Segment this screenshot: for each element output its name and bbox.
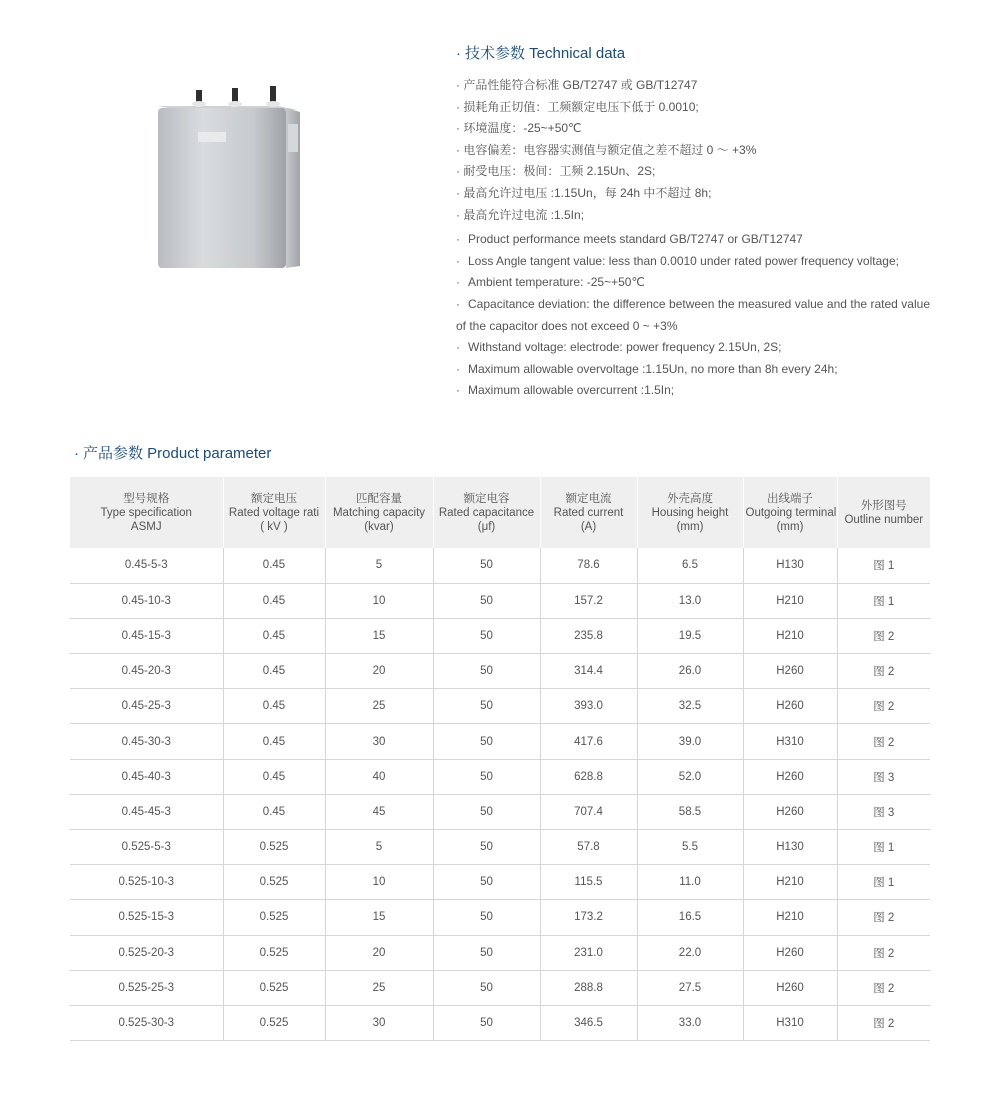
table-cell: 39.0 xyxy=(637,724,743,759)
capacitor-product-image xyxy=(150,80,310,280)
table-cell: 图 2 xyxy=(873,666,895,679)
table-cell: 0.525 xyxy=(223,830,325,865)
table-cell: 0.45 xyxy=(223,689,325,724)
cn-item: · 最高允许过电流 :1.5In; xyxy=(456,207,585,222)
technical-data-cn-list xyxy=(456,75,930,226)
table-cell: 50 xyxy=(433,900,540,935)
table-cell: 0.525 xyxy=(223,900,325,935)
header-line: (A) xyxy=(580,520,597,533)
table-cell: 图 2 xyxy=(873,912,895,925)
header-line: (mm) xyxy=(676,520,704,533)
table-cell: 0.525-5-3 xyxy=(70,830,223,865)
table-cell: 0.45-25-3 xyxy=(70,689,223,724)
table-cell: 27.5 xyxy=(637,970,743,1005)
table-cell: 346.5 xyxy=(540,1005,637,1040)
table-header-cell xyxy=(540,477,637,548)
table-cell: 0.525-10-3 xyxy=(70,865,223,900)
header-line: (μf) xyxy=(477,520,496,533)
title-bullet: · xyxy=(456,45,461,62)
technical-data-section xyxy=(456,42,930,402)
table-cell: 50 xyxy=(433,865,540,900)
en-item: · Ambient temperature: -25~+50℃ xyxy=(456,275,645,290)
table-header-cell xyxy=(325,477,433,548)
table-cell: 图 2 xyxy=(873,947,895,960)
header-line: 匹配容量 xyxy=(356,492,402,505)
table-row xyxy=(70,759,930,794)
header-line: Rated current xyxy=(553,506,624,519)
header-line: 额定电容 xyxy=(463,492,510,505)
table-cell: 0.525-15-3 xyxy=(70,900,223,935)
table-cell: 图 2 xyxy=(873,1018,895,1031)
table-cell: 5 xyxy=(325,830,433,865)
header-line: Outline number xyxy=(844,513,924,526)
table-header-cell xyxy=(743,477,837,548)
table-row xyxy=(70,794,930,829)
table-cell: 图 3 xyxy=(873,771,895,784)
cn-item: · 损耗角正切值：工频额定电压下低于 0.0010; xyxy=(456,99,699,114)
table-cell: 33.0 xyxy=(637,1005,743,1040)
table-cell: 0.45-45-3 xyxy=(70,794,223,829)
table-cell: H210 xyxy=(743,618,837,653)
table-cell: 115.5 xyxy=(540,865,637,900)
table-cell: 22.0 xyxy=(637,935,743,970)
table-cell: 26.0 xyxy=(637,654,743,689)
table-cell: 58.5 xyxy=(637,794,743,829)
table-cell: 57.8 xyxy=(540,830,637,865)
table-cell: 50 xyxy=(433,1005,540,1040)
table-row xyxy=(70,830,930,865)
table-cell: 40 xyxy=(325,759,433,794)
table-cell: 393.0 xyxy=(540,689,637,724)
table-cell: H310 xyxy=(743,724,837,759)
table-cell: 图 2 xyxy=(873,701,895,714)
table-cell: 0.45 xyxy=(223,794,325,829)
en-item: · Maximum allowable overvoltage :1.15Un, no more than 8h every 24h; xyxy=(456,361,838,376)
technical-data-title xyxy=(456,42,930,63)
table-header-cell xyxy=(433,477,540,548)
table-cell: 0.525-25-3 xyxy=(70,970,223,1005)
table-cell: 20 xyxy=(325,654,433,689)
cn-item: · 耐受电压：极间：工频 2.15Un、2S; xyxy=(456,164,656,179)
table-cell: 0.45-5-3 xyxy=(70,548,223,583)
product-parameter-title-text: 产品参数 Product parameter xyxy=(83,445,272,462)
table-row xyxy=(70,1005,930,1040)
header-line: (kvar) xyxy=(364,520,394,533)
table-cell: 图 2 xyxy=(873,630,895,643)
header-line: (mm) xyxy=(776,520,804,533)
table-row xyxy=(70,618,930,653)
table-cell: 0.45-30-3 xyxy=(70,724,223,759)
header-line: Matching capacity xyxy=(332,506,426,519)
table-cell: 231.0 xyxy=(540,935,637,970)
table-cell: 30 xyxy=(325,1005,433,1040)
table-cell: 13.0 xyxy=(637,583,743,618)
table-cell: 25 xyxy=(325,689,433,724)
table-cell: 图 1 xyxy=(873,560,895,573)
table-cell: H310 xyxy=(743,1005,837,1040)
table-cell: 50 xyxy=(433,759,540,794)
header-line: 型号规格 xyxy=(123,492,170,505)
table-row xyxy=(70,548,930,583)
table-row xyxy=(70,689,930,724)
table-cell: 0.45-20-3 xyxy=(70,654,223,689)
table-cell: 50 xyxy=(433,830,540,865)
table-cell: 45 xyxy=(325,794,433,829)
header-line: Outgoing terminal xyxy=(745,506,837,519)
header-line: Rated voltage rati xyxy=(228,506,320,519)
cn-item: · 电容偏差：电容器实测值与额定值之差不超过 0 ～ +3% xyxy=(456,142,757,157)
table-cell: 6.5 xyxy=(637,548,743,583)
table-header-cell xyxy=(837,477,930,548)
table-row xyxy=(70,654,930,689)
table-cell: 15 xyxy=(325,618,433,653)
table-cell: 0.525 xyxy=(223,1005,325,1040)
technical-data-en-list xyxy=(456,229,930,402)
table-row xyxy=(70,900,930,935)
title-bullet: · xyxy=(74,445,79,462)
table-cell: 11.0 xyxy=(637,865,743,900)
header-line: ( kV ) xyxy=(260,520,288,533)
en-item: · Loss Angle tangent value: less than 0.0010 under rated power frequency voltage; xyxy=(456,253,899,268)
table-cell: 0.45 xyxy=(223,724,325,759)
table-cell: 0.525 xyxy=(223,935,325,970)
table-cell: 0.525-20-3 xyxy=(70,935,223,970)
table-row xyxy=(70,970,930,1005)
table-cell: H210 xyxy=(743,865,837,900)
cn-item: · 最高允许过电压 :1.15Un，每 24h 中不超过 8h; xyxy=(456,185,712,200)
header-line: Housing height xyxy=(651,506,729,519)
table-cell: 10 xyxy=(325,865,433,900)
table-header-cell xyxy=(637,477,743,548)
table-row xyxy=(70,865,930,900)
table-cell: H260 xyxy=(743,689,837,724)
table-cell: 52.0 xyxy=(637,759,743,794)
table-cell: 288.8 xyxy=(540,970,637,1005)
en-item: · Product performance meets standard GB/T2747 or GB/T12747 xyxy=(456,232,803,247)
table-cell: 10 xyxy=(325,583,433,618)
table-cell: 50 xyxy=(433,970,540,1005)
table-cell: H130 xyxy=(743,830,837,865)
table-cell: 417.6 xyxy=(540,724,637,759)
table-cell: 0.45 xyxy=(223,654,325,689)
table-cell: 0.45 xyxy=(223,583,325,618)
en-item: · Capacitance deviation: the difference between the measured value and the rated value of the capacitor does not exceed 0 ~ +3% xyxy=(456,296,930,333)
header-line: 外形图号 xyxy=(860,499,907,512)
table-cell: H260 xyxy=(743,759,837,794)
table-cell: 0.525-30-3 xyxy=(70,1005,223,1040)
table-cell: 314.4 xyxy=(540,654,637,689)
header-line: ASMJ xyxy=(130,520,162,533)
table-row xyxy=(70,583,930,618)
table-cell: 0.525 xyxy=(223,865,325,900)
table-cell: 16.5 xyxy=(637,900,743,935)
table-cell: 173.2 xyxy=(540,900,637,935)
table-cell: 25 xyxy=(325,970,433,1005)
table-cell: 50 xyxy=(433,935,540,970)
table-cell: H260 xyxy=(743,970,837,1005)
header-line: 外壳高度 xyxy=(667,492,713,505)
table-cell: 0.45-40-3 xyxy=(70,759,223,794)
cn-item: · 产品性能符合标准 GB/T2747 或 GB/T12747 xyxy=(456,78,698,92)
table-cell: 50 xyxy=(433,689,540,724)
table-row xyxy=(70,724,930,759)
table-cell: 图 3 xyxy=(873,806,895,819)
table-cell: 50 xyxy=(433,654,540,689)
table-cell: 图 2 xyxy=(873,982,895,995)
table-cell: 50 xyxy=(433,794,540,829)
header-line: 额定电压 xyxy=(251,492,297,505)
table-cell: H210 xyxy=(743,583,837,618)
header-line: Type specification xyxy=(100,506,192,519)
header-line: Rated capacitance xyxy=(438,506,535,519)
table-cell: 50 xyxy=(433,618,540,653)
table-cell: 图 2 xyxy=(873,736,895,749)
table-cell: H260 xyxy=(743,935,837,970)
table-cell: 15 xyxy=(325,900,433,935)
table-cell: 50 xyxy=(433,548,540,583)
table-cell: H260 xyxy=(743,794,837,829)
table-cell: 19.5 xyxy=(637,618,743,653)
table-cell: 图 1 xyxy=(873,877,895,890)
table-cell: 5.5 xyxy=(637,830,743,865)
en-item: · Maximum allowable overcurrent :1.5In; xyxy=(456,383,675,398)
table-cell: 50 xyxy=(433,583,540,618)
product-parameter-title xyxy=(74,442,271,463)
table-cell: 0.45 xyxy=(223,759,325,794)
en-item: · Withstand voltage: electrode: power frequency 2.15Un, 2S; xyxy=(456,340,782,355)
table-header-cell xyxy=(223,477,325,548)
table-cell: 5 xyxy=(325,548,433,583)
table-cell: 78.6 xyxy=(540,548,637,583)
table-cell: 0.45 xyxy=(223,618,325,653)
header-line: 额定电流 xyxy=(565,492,612,505)
table-cell: 30 xyxy=(325,724,433,759)
table-row xyxy=(70,935,930,970)
table-cell: 图 1 xyxy=(873,595,895,608)
product-parameter-table xyxy=(70,477,930,1041)
table-cell: H210 xyxy=(743,900,837,935)
header-line: 出线端子 xyxy=(767,492,813,505)
table-body xyxy=(70,548,930,1041)
table-cell: 0.45-15-3 xyxy=(70,618,223,653)
table-cell: 157.2 xyxy=(540,583,637,618)
table-cell: 50 xyxy=(433,724,540,759)
technical-data-title-text: 技术参数 Technical data xyxy=(465,45,626,62)
table-cell: 628.8 xyxy=(540,759,637,794)
table-cell: 0.45 xyxy=(223,548,325,583)
table-cell: H260 xyxy=(743,654,837,689)
table-header-cell xyxy=(70,477,223,548)
table-cell: 0.525 xyxy=(223,970,325,1005)
cn-item: · 环境温度：-25~+50℃ xyxy=(456,121,582,136)
table-header xyxy=(70,477,930,548)
table-cell: 0.45-10-3 xyxy=(70,583,223,618)
table-cell: 20 xyxy=(325,935,433,970)
table-cell: 235.8 xyxy=(540,618,637,653)
table-cell: 图 1 xyxy=(873,842,895,855)
table-cell: H130 xyxy=(743,548,837,583)
table-cell: 32.5 xyxy=(637,689,743,724)
table-cell: 707.4 xyxy=(540,794,637,829)
